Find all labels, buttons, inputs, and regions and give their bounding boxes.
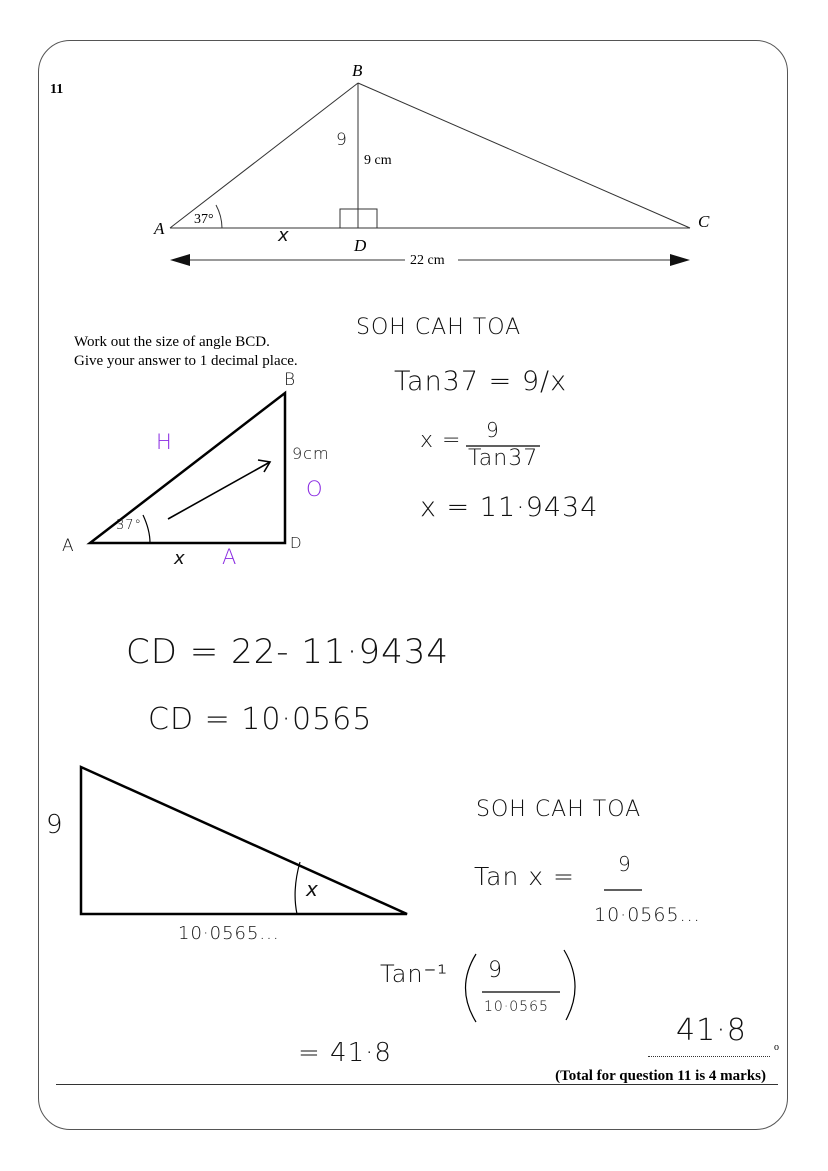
hw-ad-x: x [278,225,290,246]
cd-value: CD = 10·0565 [148,702,373,737]
sketch2-angle: x [306,877,319,901]
equation-x-value: x = 11·9434 [420,492,599,523]
sketch1-adj-var: x [174,548,186,569]
ac-length: 22 cm [410,253,445,268]
degree-symbol: o [774,1042,779,1053]
inverse-denominator: 10·0565 [484,999,549,1015]
label-d: D [354,236,367,255]
inverse-left-paren [466,954,477,1022]
equation-x-lhs: x = [420,428,462,453]
sketch1-side-bd: 9cm [292,444,330,463]
cd-subtraction: CD = 22- 11·9434 [126,632,449,672]
label-a: A [154,219,165,238]
final-answer: 41·8 [676,1013,747,1048]
prompt-line-2: Give your answer to 1 decimal place. [74,353,298,369]
label-c: C [698,212,710,231]
sketch1-opp-label: O [306,477,324,501]
sketch1-angle: 37° [116,518,143,533]
inverse-numerator: 9 [488,958,503,983]
bd-length: 9 cm [364,153,392,168]
equation-x-denominator: Tan37 [468,446,539,471]
equation-tanx-numerator: 9 [618,852,632,876]
answer-line [648,1056,770,1057]
equation-x-numerator: 9 [486,418,500,442]
sketch2-base: 10·0565... [178,923,280,944]
mnemonic-2: SOH CAH TOA [476,797,642,822]
sketch1-label-b: B [284,370,297,390]
inverse-tan-label: Tan⁻¹ [380,960,448,988]
label-b: B [352,61,363,80]
equation-tan37: Tan37 = 9/x [394,366,568,397]
question-number: 11 [50,82,64,97]
equation-tanx-denominator: 10·0565... [594,904,701,926]
sketch2-side: 9 [46,810,64,840]
sketch1-label-a: A [62,536,75,556]
angle-a-label: 37° [194,212,214,227]
prompt-line-1: Work out the size of angle BCD. [74,334,270,350]
bottom-rule [56,1084,778,1085]
sketch1-hyp-label: H [156,430,173,454]
mnemonic-1: SOH CAH TOA [356,315,522,340]
result-value: = 41·8 [298,1038,392,1068]
hw-bd-nine: 9 [336,130,348,150]
sketch1-adj-label: A [222,545,238,569]
inverse-right-paren [564,950,575,1020]
total-marks: (Total for question 11 is 4 marks) [555,1068,766,1084]
equation-tanx-lhs: Tan x = [474,862,575,891]
sketch1-label-d: D [290,534,303,552]
